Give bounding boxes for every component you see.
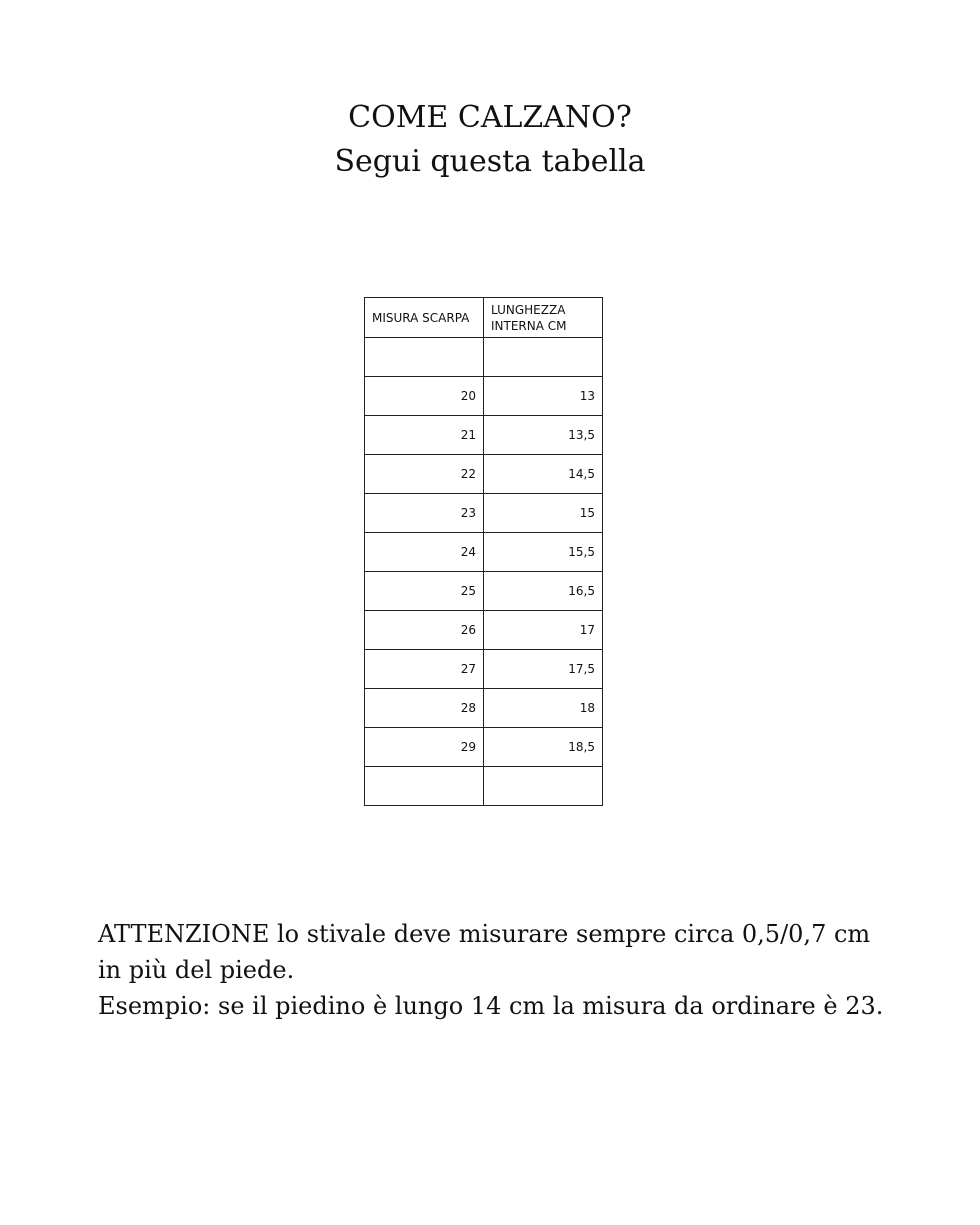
header-inner-length: LUNGHEZZA INTERNA CM (484, 298, 603, 338)
cell-size: 28 (365, 689, 484, 728)
table-row (365, 767, 603, 806)
cell-length: 13 (484, 377, 603, 416)
size-chart-table (364, 297, 603, 806)
cell-size (365, 338, 484, 377)
table-header-row (365, 298, 603, 338)
table-row (365, 455, 603, 494)
title-line-subtitle: Segui questa tabella (334, 144, 646, 179)
table-row (365, 728, 603, 767)
page-title (0, 96, 980, 184)
table-row (365, 650, 603, 689)
sizing-note (98, 916, 898, 1024)
table-row (365, 338, 603, 377)
table-row (365, 494, 603, 533)
cell-size: 27 (365, 650, 484, 689)
example-text: Esempio: se il piedino è lungo 14 cm la misura da ordinare è 23. (98, 992, 884, 1020)
table-row (365, 572, 603, 611)
cell-length: 15 (484, 494, 603, 533)
header-shoe-size: MISURA SCARPA (365, 298, 484, 338)
table-row (365, 416, 603, 455)
warning-text: ATTENZIONE lo stivale deve misurare sempre circa 0,5/0,7 cm in più del piede. (98, 920, 871, 984)
cell-size: 22 (365, 455, 484, 494)
title-line-main: COME CALZANO? (348, 100, 632, 135)
cell-size: 29 (365, 728, 484, 767)
cell-length: 18 (484, 689, 603, 728)
cell-length (484, 338, 603, 377)
cell-length: 13,5 (484, 416, 603, 455)
cell-size: 26 (365, 611, 484, 650)
cell-length: 17,5 (484, 650, 603, 689)
cell-length: 18,5 (484, 728, 603, 767)
cell-length: 16,5 (484, 572, 603, 611)
cell-size: 25 (365, 572, 484, 611)
cell-length: 17 (484, 611, 603, 650)
table-row (365, 377, 603, 416)
cell-length: 14,5 (484, 455, 603, 494)
cell-size: 20 (365, 377, 484, 416)
cell-length: 15,5 (484, 533, 603, 572)
table-row (365, 611, 603, 650)
cell-size (365, 767, 484, 806)
table-row (365, 533, 603, 572)
table-row (365, 689, 603, 728)
cell-size: 21 (365, 416, 484, 455)
cell-length (484, 767, 603, 806)
cell-size: 24 (365, 533, 484, 572)
cell-size: 23 (365, 494, 484, 533)
